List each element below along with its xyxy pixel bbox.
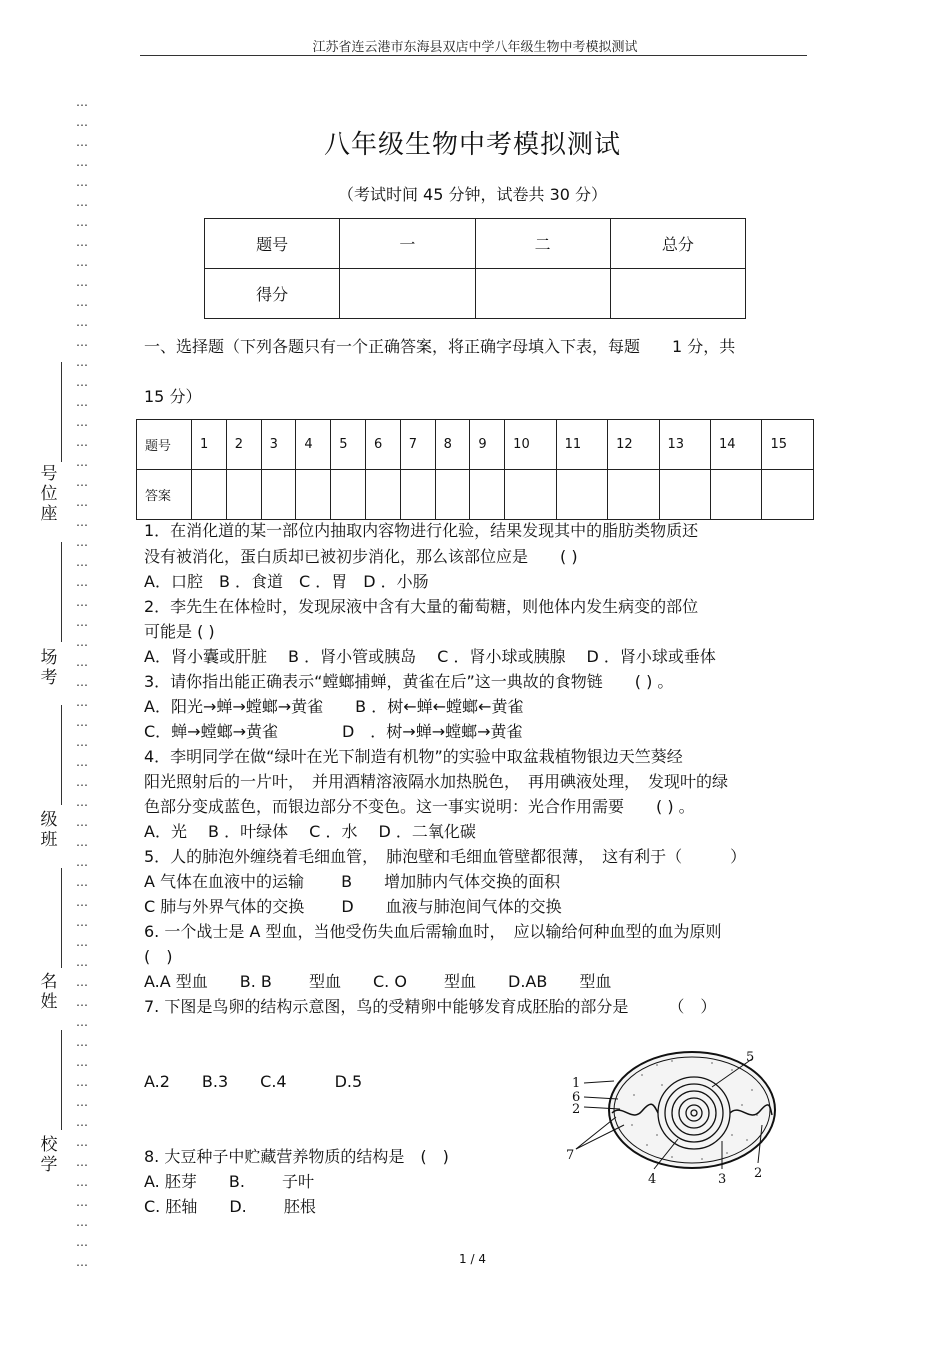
name-label-char: 名 <box>40 972 58 992</box>
binding-dot: … <box>76 755 87 769</box>
binding-dot: … <box>76 295 87 309</box>
binding-line <box>61 1030 62 1130</box>
score-row-label: 得分 <box>205 269 340 319</box>
seat-label-char: 号 <box>40 464 58 484</box>
answer-number-cell: 6 <box>365 420 400 470</box>
binding-dot: … <box>76 335 87 349</box>
answer-cell[interactable] <box>226 470 261 520</box>
egg-label-6: 6 <box>572 1090 581 1105</box>
score-table <box>204 218 746 319</box>
question-line: A．阳光→蝉→螳螂→黄雀 B ．树←蝉←螳螂←黄雀 <box>144 697 524 716</box>
binding-dot: … <box>76 115 87 129</box>
answer-cell[interactable] <box>608 470 659 520</box>
binding-dot: … <box>76 535 87 549</box>
score-header-cell: 总分 <box>610 219 745 269</box>
egg-label-3: 3 <box>718 1172 727 1187</box>
section-heading-cont: 15 分） <box>144 387 202 406</box>
binding-dot: … <box>76 1035 87 1049</box>
binding-dot: … <box>76 1215 87 1229</box>
binding-dot: … <box>76 595 87 609</box>
score-table-row <box>205 269 746 319</box>
binding-line <box>61 705 62 805</box>
exam-info: （考试时间 45 分钟，试卷共 30 分） <box>337 185 608 204</box>
question-line: A 气体在血液中的运输 B 增加肺内气体交换的面积 <box>144 872 561 891</box>
egg-label-7: 7 <box>566 1148 575 1163</box>
question-line: 没有被消化，蛋白质却已被初步消化，那么该部位应是 ( ) <box>144 547 578 566</box>
egg-label-1: 1 <box>572 1076 581 1091</box>
binding-dot: … <box>76 855 87 869</box>
binding-dot: … <box>76 275 87 289</box>
answer-row-label: 答案 <box>137 470 192 520</box>
answer-cell[interactable] <box>435 470 470 520</box>
question-line: A．肾小囊或肝脏 B ．肾小管或胰岛 C ．肾小球或胰腺 D ．肾小球或垂体 <box>144 647 716 666</box>
question-line: 可能是 ( ) <box>144 622 215 641</box>
binding-dot: … <box>76 795 87 809</box>
answer-cell[interactable] <box>400 470 435 520</box>
binding-dot: … <box>76 455 87 469</box>
binding-dot: … <box>76 995 87 1009</box>
question-line: 1．在消化道的某一部位内抽取内容物进行化验，结果发现其中的脂肪类物质还 <box>144 521 699 540</box>
question-line: C．蝉→螳螂→黄雀 D ．树→蝉→螳螂→黄雀 <box>144 722 523 741</box>
binding-dot: … <box>76 555 87 569</box>
binding-dot: … <box>76 235 87 249</box>
answer-cell[interactable] <box>762 470 814 520</box>
answer-cell[interactable] <box>659 470 710 520</box>
binding-dot: … <box>76 1155 87 1169</box>
score-cell[interactable] <box>610 269 745 319</box>
answer-number-cell: 13 <box>659 420 710 470</box>
binding-dot: … <box>76 1115 87 1129</box>
name-label <box>36 972 62 1012</box>
binding-dot: … <box>76 775 87 789</box>
binding-dot: … <box>76 395 87 409</box>
answer-table <box>136 419 814 520</box>
answer-cell[interactable] <box>505 470 556 520</box>
section-heading: 一、选择题（下列各题只有一个正确答案，将正确字母填入下表，每题 1 分，共 <box>144 337 736 356</box>
binding-dot: … <box>76 835 87 849</box>
page-header: 江苏省连云港市东海县双店中学八年级生物中考模拟测试 <box>312 40 638 55</box>
question-line: 8. 大豆种子中贮藏营养物质的结构是 ( ) <box>144 1147 449 1166</box>
binding-dot: … <box>76 815 87 829</box>
egg-label-4: 4 <box>648 1172 657 1187</box>
binding-dot: … <box>76 575 87 589</box>
score-header-cell: 一 <box>340 219 475 269</box>
binding-line <box>61 542 62 642</box>
question-line: 7. 下图是鸟卵的结构示意图，鸟的受精卵中能够发育成胚胎的部分是 （ ） <box>144 997 717 1016</box>
answer-number-cell: 5 <box>331 420 366 470</box>
bird-egg-diagram <box>562 1045 802 1195</box>
binding-dot: … <box>76 875 87 889</box>
binding-dot: … <box>76 695 87 709</box>
binding-dot: … <box>76 655 87 669</box>
answer-number-cell: 4 <box>296 420 331 470</box>
binding-dot: … <box>76 675 87 689</box>
binding-dot: … <box>76 175 87 189</box>
binding-dot: … <box>76 915 87 929</box>
binding-dot: … <box>76 1175 87 1189</box>
answer-cell[interactable] <box>710 470 761 520</box>
question-line: C 肺与外界气体的交换 D 血液与肺泡间气体的交换 <box>144 897 562 916</box>
binding-dot: … <box>76 195 87 209</box>
question-line: 阳光照射后的一片叶， 并用酒精溶液隔水加热脱色， 再用碘液处理， 发现叶的绿 <box>144 772 729 791</box>
answer-cell[interactable] <box>261 470 296 520</box>
binding-dot: … <box>76 735 87 749</box>
answer-cell[interactable] <box>556 470 607 520</box>
question-line: A. 胚芽 B. 子叶 <box>144 1172 314 1191</box>
score-cell[interactable] <box>340 269 475 319</box>
binding-dot: … <box>76 135 87 149</box>
binding-dot: … <box>76 955 87 969</box>
binding-dot: … <box>76 635 87 649</box>
question-line: 色部分变成蓝色，而银边部分不变色。这一事实说明：光合作用需要 ( ) 。 <box>144 797 695 816</box>
question-line: 6. 一个战士是 A 型血，当他受伤失血后需输血时， 应以输给何种血型的血为原则 <box>144 922 722 941</box>
class-label <box>36 810 62 850</box>
binding-dot: … <box>76 515 87 529</box>
binding-line <box>61 362 62 462</box>
answer-number-cell: 7 <box>400 420 435 470</box>
binding-dot: … <box>76 215 87 229</box>
answer-number-cell: 3 <box>261 420 296 470</box>
binding-dot: … <box>76 355 87 369</box>
answer-cell[interactable] <box>331 470 366 520</box>
binding-line <box>61 868 62 968</box>
score-cell[interactable] <box>475 269 610 319</box>
seat-label-char: 位 <box>40 484 58 504</box>
binding-dot: … <box>76 255 87 269</box>
school-label-char: 学 <box>40 1155 58 1175</box>
question-line: A．光 B ．叶绿体 C ．水 D ．二氧化碳 <box>144 822 476 841</box>
binding-dot: … <box>76 1055 87 1069</box>
header-rule <box>140 55 807 56</box>
binding-dot: … <box>76 315 87 329</box>
binding-dot: … <box>76 155 87 169</box>
binding-dot: … <box>76 715 87 729</box>
question-line: 2．李先生在体检时，发现尿液中含有大量的葡萄糖，则他体内发生病变的部位 <box>144 597 699 616</box>
question-line: 5．人的肺泡外缠绕着毛细血管， 肺泡壁和毛细血管壁都很薄， 这有利于（ ） <box>144 847 747 866</box>
question-line: C. 胚轴 D. 胚根 <box>144 1197 316 1216</box>
score-header-cell: 二 <box>475 219 610 269</box>
binding-dot: … <box>76 1015 87 1029</box>
question-line: A.A 型血 B. B 型血 C. O 型血 D.AB 型血 <box>144 972 612 991</box>
room-label-char: 场 <box>40 648 58 668</box>
binding-dot: … <box>76 1235 87 1249</box>
answer-number-cell: 11 <box>556 420 607 470</box>
question-line: 4．李明同学在做“绿叶在光下制造有机物”的实验中取盆栽植物银边天竺葵经 <box>144 747 683 766</box>
question-line: ( ) <box>144 947 173 966</box>
binding-dot: … <box>76 1255 87 1269</box>
binding-dot: … <box>76 495 87 509</box>
answer-cell[interactable] <box>365 470 400 520</box>
binding-dot: … <box>76 415 87 429</box>
binding-dot: … <box>76 895 87 909</box>
binding-dots <box>76 92 98 1272</box>
answer-cell[interactable] <box>192 470 227 520</box>
answer-number-cell: 14 <box>710 420 761 470</box>
binding-dot: … <box>76 95 87 109</box>
binding-dot: … <box>76 1075 87 1089</box>
question-line: A.2 B.3 C.4 D.5 <box>144 1072 363 1091</box>
class-label-char: 班 <box>40 830 58 850</box>
binding-dot: … <box>76 375 87 389</box>
answer-table-answer-row <box>137 470 814 520</box>
binding-dot: … <box>76 935 87 949</box>
binding-dot: … <box>76 615 87 629</box>
school-label <box>36 1135 62 1175</box>
score-table-header-row <box>205 219 746 269</box>
score-header-cell: 题号 <box>205 219 340 269</box>
egg-label-5: 5 <box>746 1050 755 1065</box>
room-label <box>36 648 62 688</box>
room-label-char: 考 <box>40 668 58 688</box>
binding-dot: … <box>76 435 87 449</box>
binding-dot: … <box>76 975 87 989</box>
egg-label-2b: 2 <box>754 1166 763 1181</box>
binding-dot: … <box>76 475 87 489</box>
answer-number-cell: 2 <box>226 420 261 470</box>
answer-number-cell: 12 <box>608 420 659 470</box>
answer-cell[interactable] <box>296 470 331 520</box>
binding-dot: … <box>76 1095 87 1109</box>
answer-number-cell: 15 <box>762 420 814 470</box>
answer-header-label: 题号 <box>137 420 192 470</box>
egg-label-2: 2 <box>572 1102 581 1117</box>
answer-number-cell: 1 <box>192 420 227 470</box>
class-label-char: 级 <box>40 810 58 830</box>
answer-table-number-row <box>137 420 814 470</box>
name-label-char: 姓 <box>40 992 58 1012</box>
answer-number-cell: 9 <box>470 420 505 470</box>
binding-dot: … <box>76 1135 87 1149</box>
page-number: 1 / 4 <box>459 1252 486 1266</box>
binding-dot: … <box>76 1195 87 1209</box>
answer-cell[interactable] <box>470 470 505 520</box>
seat-label-char: 座 <box>40 504 58 524</box>
seat-label <box>36 464 62 524</box>
question-line: A．口腔 B ．食道 C ．胃 D ．小肠 <box>144 572 429 591</box>
answer-number-cell: 10 <box>505 420 556 470</box>
answer-number-cell: 8 <box>435 420 470 470</box>
question-line: 3．请你指出能正确表示“螳螂捕蝉，黄雀在后”这一典故的食物链 ( ) 。 <box>144 672 674 691</box>
page-title: 八年级生物中考模拟测试 <box>323 130 621 160</box>
school-label-char: 校 <box>40 1135 58 1155</box>
